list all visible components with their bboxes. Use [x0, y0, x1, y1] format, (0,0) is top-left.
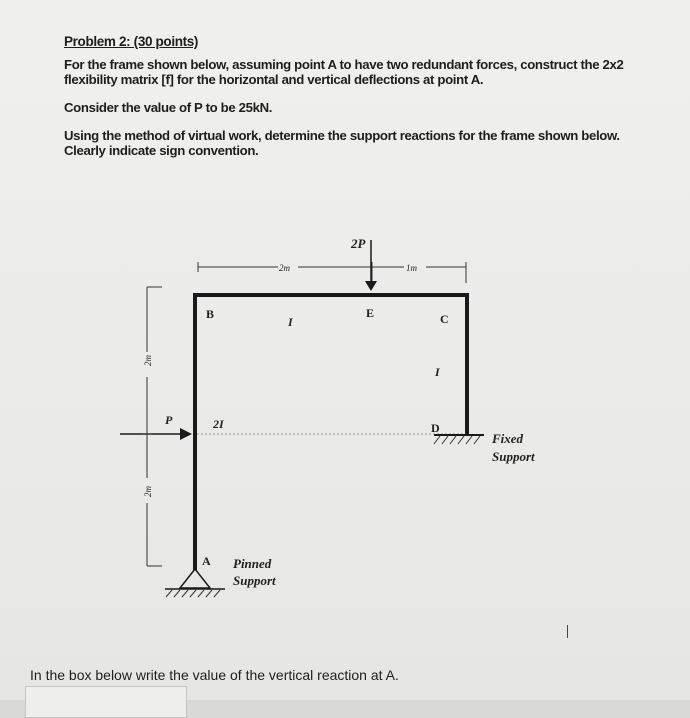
problem-text-line: For the frame shown below, assuming point A to have two redundant forces, construct the 2x2 [64, 57, 624, 72]
fixed-support-symbol [434, 435, 484, 444]
pinned-support-symbol [165, 569, 225, 597]
fixed-support-label: Support [492, 449, 535, 464]
inertia-label-beam: I [288, 315, 293, 329]
fixed-support-label: Fixed [492, 431, 524, 446]
load-p-arrowhead [180, 428, 192, 440]
dimension-label-upper: 2m [143, 355, 153, 366]
inertia-label-left-column: 2I [213, 417, 224, 431]
top-dimensions [198, 262, 466, 283]
problem-text-line: Consider the value of P to be 25kN. [64, 100, 273, 115]
load-label-p: P [165, 413, 173, 427]
problem-title: Problem 2: (30 points) [64, 34, 199, 49]
dimension-label-lower: 2m [143, 486, 153, 497]
pinned-support-label: Pinned [233, 556, 272, 571]
text-cursor-mark [567, 625, 568, 638]
left-dimensions [142, 287, 162, 566]
dimension-label-ec: 1m [406, 263, 417, 273]
problem-text-line: Clearly indicate sign convention. [64, 143, 259, 158]
inertia-label-right-column: I [435, 365, 440, 379]
node-label-e: E [366, 306, 375, 320]
answer-input[interactable] [25, 686, 187, 718]
problem-text-line: Using the method of virtual work, determine the support reactions for the frame shown below. [64, 128, 620, 143]
problem-text-line: flexibility matrix [f] for the horizontal and vertical deflections at point A. [64, 72, 484, 87]
node-label-d: D [431, 421, 440, 435]
answer-prompt: In the box below write the value of the vertical reaction at A. [30, 667, 399, 683]
load-2p-arrowhead [365, 281, 377, 291]
dimension-label-bc: 2m [279, 263, 290, 273]
node-label-b: B [206, 307, 215, 321]
node-label-c: C [440, 312, 449, 326]
load-label-2p: 2P [351, 236, 366, 251]
pinned-support-label: Support [233, 573, 276, 588]
node-label-a: A [202, 554, 211, 568]
